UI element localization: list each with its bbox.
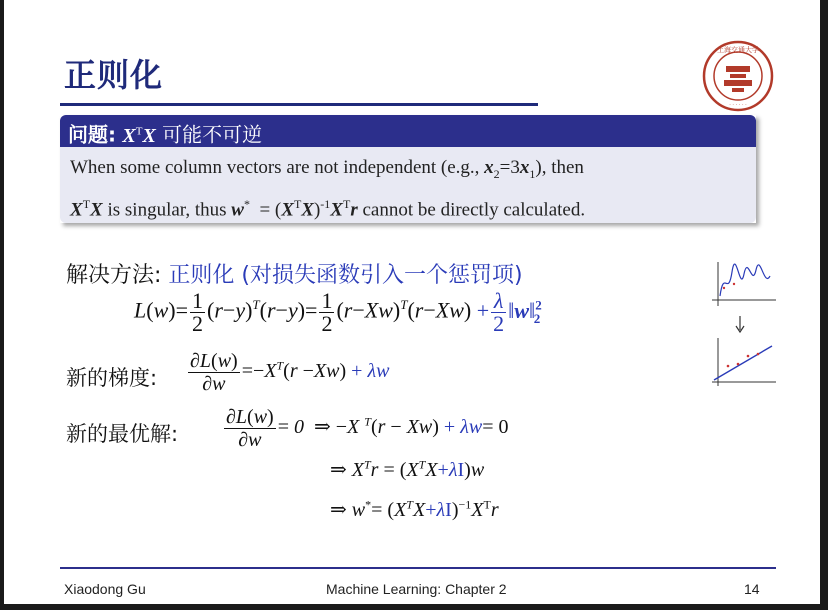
problem-line-1: When some column vectors are not independent (e.g., $x_2=3x_1$), then [70,157,584,181]
footer-rule [60,567,776,569]
problem-header [60,115,756,147]
solution-line [66,258,523,289]
problem-line-2: $X^TX$ is singular, thus $w^* = (X^TX)^{-1}X^Tr$ cannot be directly calculated. [70,196,586,221]
left-frame [0,0,4,610]
seal-text: 上海交通大学 [717,46,759,54]
title-underline [60,103,538,106]
right-frame [820,0,828,610]
problem-body [60,147,756,223]
solution-highlight: 正则化 (对损失函数引入一个惩罚项) [168,263,523,288]
svg-text:· · · · · ·: · · · · · · [729,102,747,108]
footer-author: Xiaodong Gu [64,581,146,597]
new-gradient-label: 新的梯度: [66,366,158,390]
problem-text: 可能不可逆 [162,122,263,147]
optimum-equation-3: ⇒ $w^*= (X^TX+\lambda I)^{-1}X^Tr$ [330,497,499,521]
problem-label: 问题: [68,122,116,147]
solution-label: 解决方法: [66,263,169,288]
new-optimum-label: 新的最优解: [66,422,179,446]
problem-box [60,115,756,223]
optimum-equation-2: ⇒ $X^Tr = (X^TX+\lambda I)w$ [330,457,485,481]
slide-title: 正则化 [64,56,164,94]
gradient-equation: $\frac{\partial L(w)}{\partial w}$ $=-X^T(r -Xw) + \lambda w$ [190,350,390,395]
problem-matrix: $X^TX$ [122,124,156,147]
regularization-sketch [700,258,780,398]
optimum-equation-1: $\frac{\partial L(w)}{\partial w}$ = 0 ⇒ −X $^T$(r − Xw) + λw= 0 [226,406,509,451]
university-seal-icon [702,40,774,112]
bottom-frame [0,604,828,610]
loss-equation: L(w)= $\frac{1}{2}$ $(r-y)^T(r-y)=$ $\frac{1}{2}$ $(r-Xw)^T(r-Xw)$ + $\frac{\lambda}{2}$ ‖w‖$^2_2$ [134,288,542,336]
footer-course: Machine Learning: Chapter 2 [326,581,507,597]
page-number: 14 [744,581,760,597]
